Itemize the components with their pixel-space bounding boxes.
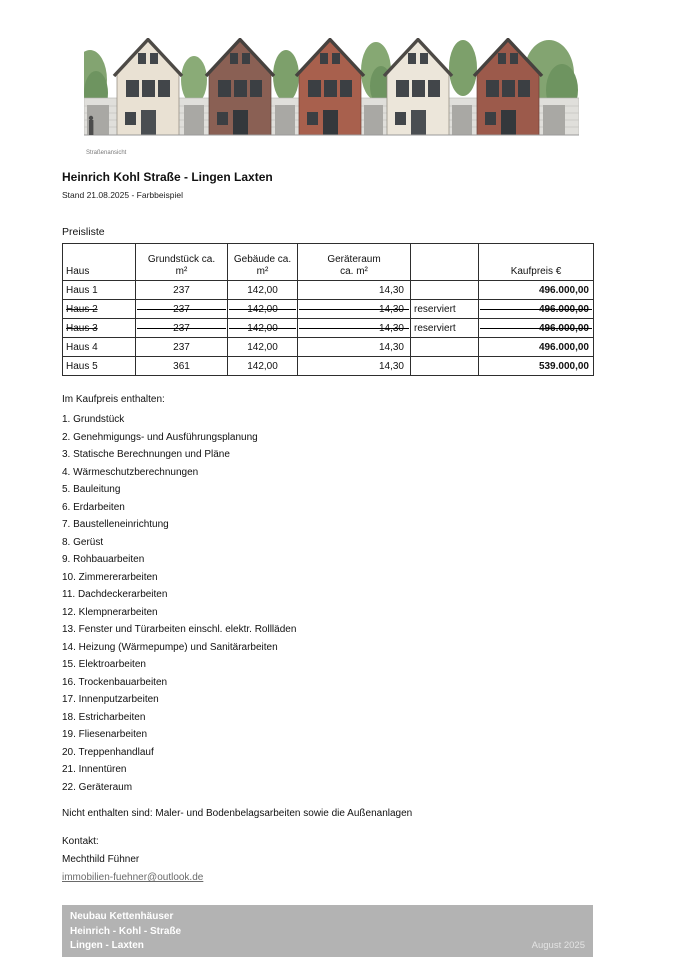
- footer-project-line2: Heinrich - Kohl - Straße: [70, 925, 182, 937]
- cell-gebaeude: 142,00: [228, 338, 298, 357]
- house-2: [206, 40, 274, 136]
- header-grundstueck: [136, 244, 228, 281]
- cell-grundstueck: 237: [136, 338, 228, 357]
- included-item: 14. Heizung (Wärmepumpe) und Sanitärarbeiten: [62, 641, 278, 653]
- included-item: 11. Dachdeckerarbeiten: [62, 589, 168, 600]
- cell-kaufpreis: 496.000,00: [479, 338, 594, 357]
- cell-grundstueck: 237: [136, 281, 228, 300]
- cell-haus: Haus 1: [63, 281, 136, 300]
- header-gebaeude-line2: m²: [256, 266, 269, 277]
- houses-elevation-illustration: [84, 38, 579, 143]
- price-row-haus-1: [63, 281, 594, 300]
- price-row-haus-3: [63, 319, 594, 338]
- cell-geraeteraum: 14,30: [298, 319, 411, 338]
- cell-grundstueck: 361: [136, 357, 228, 376]
- included-item: 1. Grundstück: [62, 414, 125, 425]
- header-grundstueck-line1: Grundstück ca.: [147, 254, 216, 265]
- included-item: 7. Baustelleneinrichtung: [62, 519, 169, 530]
- cell-geraeteraum: 14,30: [298, 357, 411, 376]
- included-list: [62, 415, 593, 793]
- cell-status: [411, 357, 479, 376]
- price-row-haus-4: [63, 338, 594, 357]
- included-item: 21. Innentüren: [62, 764, 127, 775]
- header-geraeteraum-line2: ca. m²: [340, 266, 368, 277]
- footer-date: August 2025: [531, 940, 585, 951]
- cell-geraeteraum: 14,30: [298, 300, 411, 319]
- header-geraeteraum: [298, 244, 411, 281]
- cell-kaufpreis: 496.000,00: [479, 319, 594, 338]
- cell-haus: Haus 5: [63, 357, 136, 376]
- cell-geraeteraum: 14,30: [298, 281, 411, 300]
- included-item: 15. Elektroarbeiten: [62, 659, 146, 670]
- cell-status: reserviert: [411, 319, 479, 338]
- included-item: 4. Wärmeschutzberechnungen: [62, 466, 199, 478]
- cell-geraeteraum: 14,30: [298, 338, 411, 357]
- included-item: 19. Fliesenarbeiten: [62, 729, 148, 740]
- included-item: 2. Genehmigungs- und Ausführungsplanung: [62, 431, 258, 443]
- cell-gebaeude: 142,00: [228, 319, 298, 338]
- house-1: [114, 40, 182, 136]
- price-row-haus-5: [63, 357, 594, 376]
- illustration-block: [84, 38, 579, 156]
- cell-haus: Haus 2: [63, 300, 136, 319]
- included-item: 10. Zimmererarbeiten: [62, 571, 158, 583]
- cell-gebaeude: 142,00: [228, 281, 298, 300]
- included-item: 13. Fenster und Türarbeiten einschl. elektr. Rollläden: [62, 624, 297, 635]
- house-4: [384, 40, 452, 136]
- contact-heading: Kontakt:: [62, 836, 99, 847]
- included-item: 8. Gerüst: [62, 536, 104, 548]
- included-item: 17. Innenputzarbeiten: [62, 694, 159, 705]
- cell-gebaeude: 142,00: [228, 357, 298, 376]
- header-kaufpreis: Kaufpreis €: [479, 244, 594, 281]
- illustration-caption: Straßenansicht: [86, 150, 127, 156]
- price-table: [62, 243, 594, 376]
- header-gebaeude-line1: Gebäude ca.: [233, 254, 292, 265]
- footer-project-line3: Lingen - Laxten: [70, 940, 144, 951]
- footer-project-line1: Neubau Kettenhäuser: [70, 911, 174, 922]
- price-table-header-row: [63, 244, 594, 281]
- included-item: 12. Klempnerarbeiten: [62, 606, 158, 618]
- contact-email-link[interactable]: immobilien-fuehner@outlook.de: [62, 872, 204, 883]
- cell-kaufpreis: 539.000,00: [479, 357, 594, 376]
- cell-grundstueck: 237: [136, 300, 228, 319]
- header-haus: Haus: [63, 244, 136, 281]
- included-item: 16. Trockenbauarbeiten: [62, 676, 168, 688]
- footer-banner: [62, 905, 593, 957]
- house-3: [296, 40, 364, 136]
- person-icon: [89, 116, 94, 135]
- included-heading: Im Kaufpreis enthalten:: [62, 394, 165, 405]
- cell-kaufpreis: 496.000,00: [479, 300, 594, 319]
- header-grundstueck-line2: m²: [175, 266, 188, 277]
- cell-status: reserviert: [411, 300, 479, 319]
- header-status: [411, 244, 479, 281]
- header-gebaeude: [228, 244, 298, 281]
- cell-status: [411, 338, 479, 357]
- cell-kaufpreis: 496.000,00: [479, 281, 594, 300]
- header-geraeteraum-line1: Geräteraum: [327, 254, 381, 265]
- included-item: 6. Erdarbeiten: [62, 501, 125, 513]
- included-item: 9. Rohbauarbeiten: [62, 554, 145, 565]
- cell-haus: Haus 3: [63, 319, 136, 338]
- included-item: 18. Estricharbeiten: [62, 711, 146, 723]
- page-title: Heinrich Kohl Straße - Lingen Laxten: [62, 170, 273, 184]
- price-row-haus-2: [63, 300, 594, 319]
- included-item: 5. Bauleitung: [62, 484, 121, 495]
- included-item: 22. Geräteraum: [62, 781, 133, 793]
- cell-status: [411, 281, 479, 300]
- pricelist-label: Preisliste: [62, 226, 105, 238]
- page-subtitle: Stand 21.08.2025 - Farbbeispiel: [62, 190, 183, 200]
- cell-gebaeude: 142,00: [228, 300, 298, 319]
- included-item: 3. Statische Berechnungen und Pläne: [62, 449, 230, 460]
- cell-grundstueck: 237: [136, 319, 228, 338]
- not-included-note: Nicht enthalten sind: Maler- und Bodenbelagsarbeiten sowie die Außenanlagen: [62, 808, 413, 819]
- included-item: 20. Treppenhandlauf: [62, 746, 154, 758]
- contact-name: Mechthild Fühner: [62, 854, 140, 865]
- cell-haus: Haus 4: [63, 338, 136, 357]
